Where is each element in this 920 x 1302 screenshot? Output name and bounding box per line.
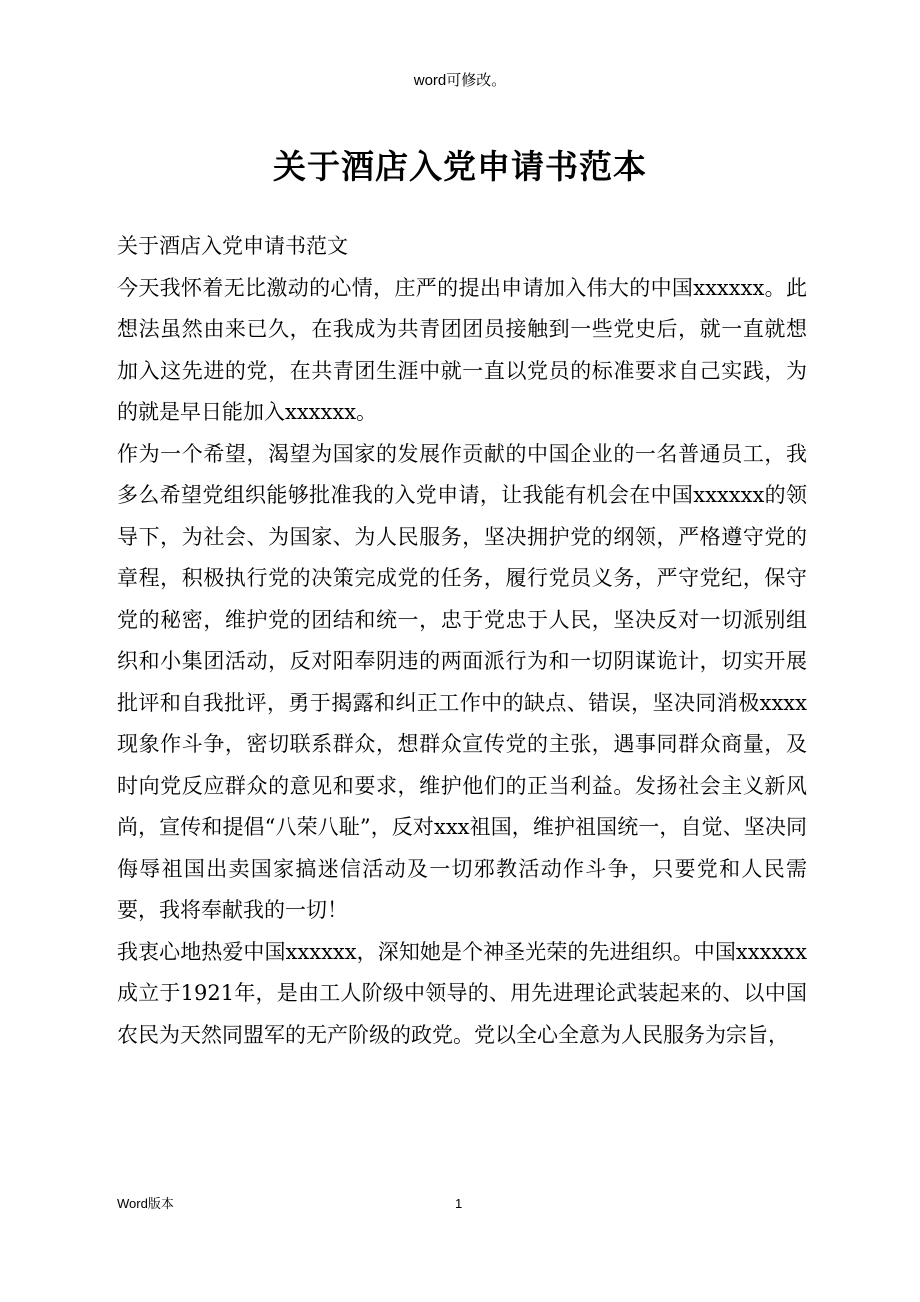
subtitle-line: 关于酒店入党申请书范文	[117, 234, 348, 258]
header-note: word可修改。	[413, 72, 507, 89]
paragraph-3: 我衷心地热爱中国xxxxxx，深知她是个神圣光荣的先进组织。中国xxxxxx成立于1921年，是由工人阶级中领导的、用先进理论武装起来的、以中国农民为天然同盟军的无产阶级的政党。党以全心全意为人民服务为宗旨，	[117, 939, 807, 1047]
page-number: 1	[455, 1196, 463, 1211]
paragraph-2: 作为一个希望，渴望为国家的发展作贡献的中国企业的一名普通员工，我多么希望党组织能够批准我的入党申请，让我能有机会在中国xxxxxx的领导下，为社会、为国家、为人民服务，坚决拥护党的纲领，严格遵守党的章程，积极执行党的决策完成党的任务，履行党员义务，严守党纪，保守党的秘密，维护党的团结和统一，忠于党忠于人民，坚决反对一切派别组织和小集团活动，反对阳奉阴违的两面派行为和一切阴谋诡计，切实开展批评和自我批评，勇于揭露和纠正工作中的缺点、错误，坚决同消极xxxx现象作斗争，密切联系群众，想群众宣传党的主张，遇事同群众商量，及时向党反应群众的意见和要求，维护他们的正当利益。发扬社会主义新风尚，宣传和提倡“八荣八耻”，反对xxx祖国，维护祖国统一，自觉、坚决同侮辱祖国出卖国家搞迷信活动及一切邪教活动作斗争，只要党和人民需要，我将奉献我的一切！	[117, 441, 807, 922]
document-body	[117, 226, 807, 1056]
paragraph-1: 今天我怀着无比激动的心情，庄严的提出申请加入伟大的中国xxxxxx。此想法虽然由来已久，在我成为共青团团员接触到一些党史后，就一直就想加入这先进的党，在共青团生涯中就一直以党员的标准要求自己实践，为的就是早日能加入xxxxxx。	[117, 275, 807, 424]
footer-label: Word版本	[117, 1196, 174, 1211]
page-title: 关于酒店入党申请书范本	[273, 147, 647, 186]
